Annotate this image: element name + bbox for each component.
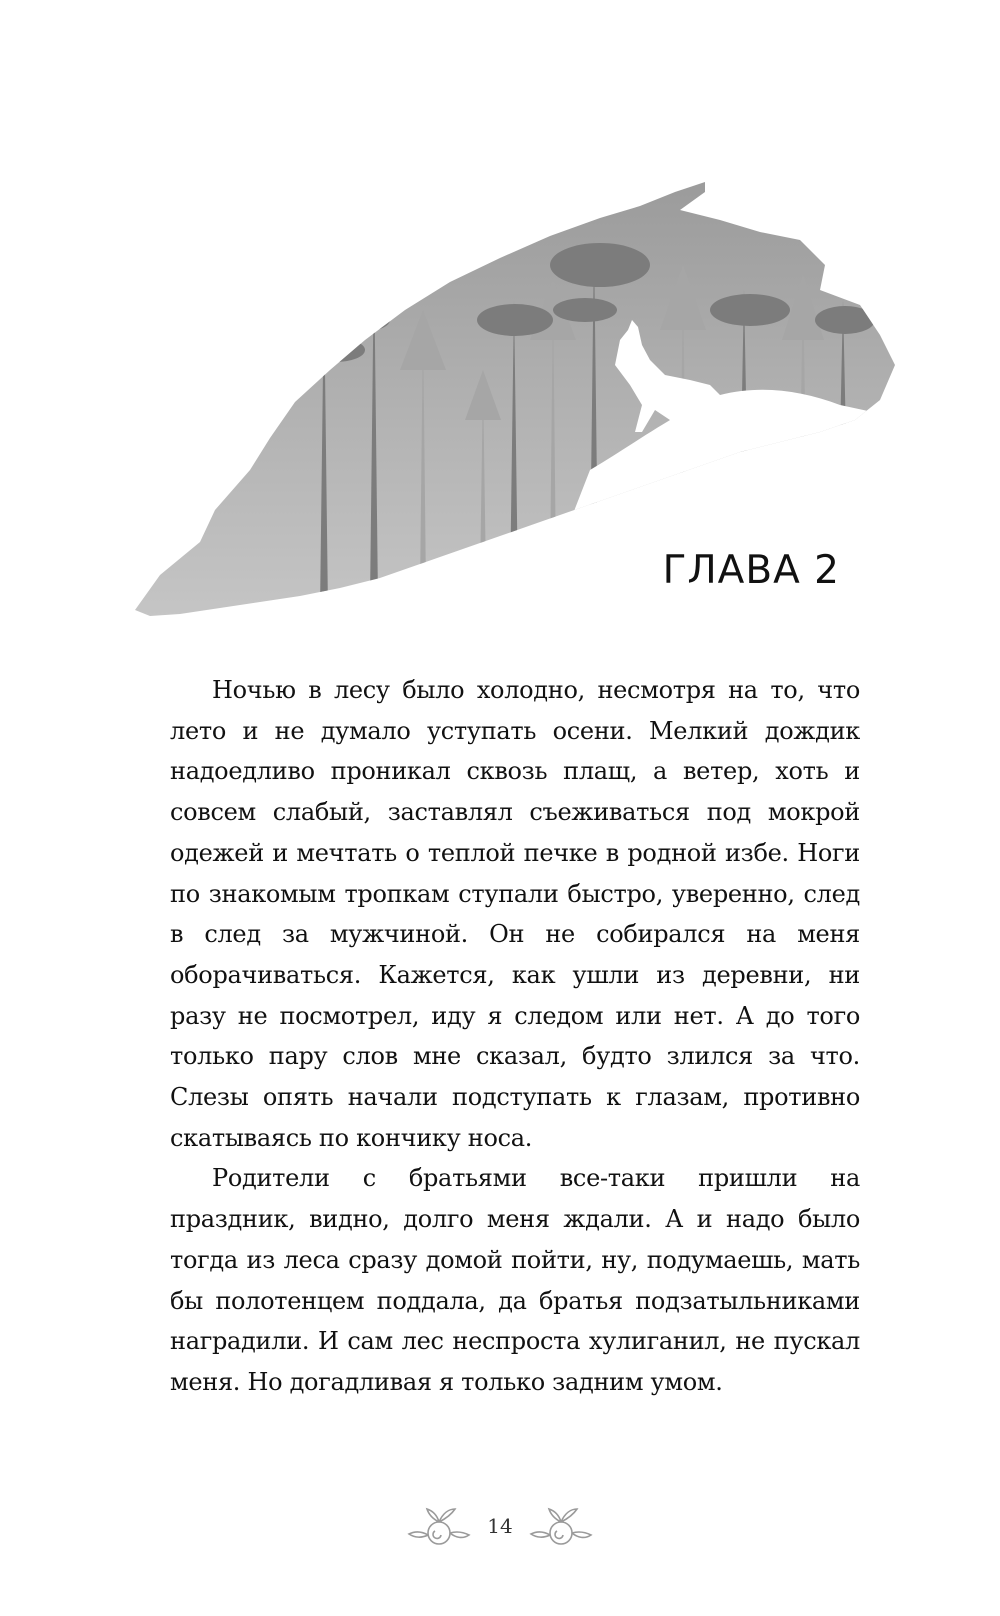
page-footer xyxy=(0,1496,1000,1556)
paragraph: Родители с братьями все-таки пришли на праздник, видно, долго меня ждали. А и надо было тогда из леса сразу домой пойти, ну, подумаешь, мать бы полотенцем поддала, да братья подзатыльниками наградили. И сам лес неспроста хулиганил, не пускал меня. Но догадливая я только задним умом. xyxy=(170,1164,860,1396)
berry-sprig-ornament-icon xyxy=(525,1501,595,1551)
chapter-title: ГЛАВА 2 xyxy=(662,548,840,593)
chapter-body xyxy=(170,670,860,1403)
paragraph: Ночью в лесу было холодно, несмотря на то, что лето и не думало уступать осени. Мелкий дождик надоедливо проникал сквозь плащ, а ветер, хоть и совсем слабый, заставлял съеживаться под мокрой одежей и мечтать о теплой печке в родной избе. Ноги по знакомым тропкам ступали быстро, уверенно, след в след за мужчиной. Он не собирался на меня оборачиваться. Кажется, как ушли из деревни, ни разу не посмотрел, иду я следом или нет. А до того только пару слов мне сказал, будто злился за что. Слезы опять начали подступать к глазам, противно скатываясь по кончику носа. xyxy=(170,676,860,1152)
page-number: 14 xyxy=(487,1514,513,1538)
berry-sprig-ornament-icon xyxy=(405,1501,475,1551)
